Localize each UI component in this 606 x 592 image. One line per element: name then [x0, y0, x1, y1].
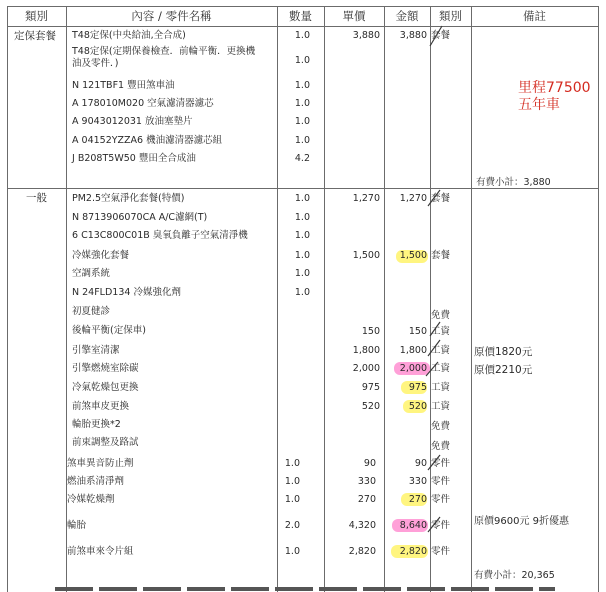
item-qty: 1.0: [294, 212, 310, 223]
item-amount: 520: [408, 401, 427, 412]
item-type: 零件: [431, 494, 451, 505]
type-note-free: 免費: [431, 421, 451, 432]
remark-note: 原價9600元 9折優惠: [474, 516, 569, 527]
rule-col6: [471, 6, 472, 592]
cut-off-row: [55, 587, 555, 591]
item-type: 工資: [431, 382, 451, 393]
item-qty: 1.0: [294, 193, 310, 204]
item-amount: 1,270: [399, 193, 427, 204]
remark-note: 原價1820元: [474, 346, 533, 358]
item-unit-price: 1,270: [352, 193, 380, 204]
item-description: PM2.5空氣淨化套餐(特價): [72, 193, 185, 204]
header-category: 類別: [25, 9, 48, 23]
item-type: 工資: [431, 326, 451, 337]
subtotal: 有費小計：3,880: [476, 177, 551, 188]
item-description: 前束調整及路試: [72, 437, 139, 448]
item-qty: 1.0: [294, 30, 310, 41]
item-type: 零件: [431, 458, 451, 469]
item-amount: 2,820: [399, 546, 427, 557]
item-unit-price: 270: [357, 494, 376, 505]
handwritten-mileage-note: 里程77500: [518, 80, 591, 96]
item-qty: 2.0: [284, 520, 300, 531]
item-description: J B208T5W50 豐田全合成油: [72, 153, 196, 164]
item-description: 空調系統: [72, 268, 111, 279]
item-qty: 1.0: [294, 80, 310, 91]
handwritten-age-note: 五年車: [518, 97, 560, 113]
item-description: 燃油系清淨劑: [67, 476, 125, 487]
item-description: 冷氣乾燥包更換: [72, 382, 139, 393]
rule-header-bottom: [7, 26, 599, 27]
header-remark: 備註: [523, 9, 546, 23]
item-unit-price: 520: [361, 401, 380, 412]
item-unit-price: 150: [361, 326, 380, 337]
item-description: 煞車異音防止劑: [67, 458, 134, 469]
item-amount: 3,880: [399, 30, 427, 41]
item-unit-price: 1,500: [352, 250, 380, 261]
item-amount: 1,800: [399, 345, 427, 356]
section-label: 一般: [26, 192, 47, 204]
item-description: A 178010M020 空氣濾清器濾芯: [72, 98, 214, 109]
header-type: 類別: [439, 9, 462, 23]
item-qty: 1.0: [294, 55, 310, 66]
item-description: N 121TBF1 豐田煞車油: [72, 80, 175, 91]
item-description: A 04152YZZA6 機油濾清器濾芯組: [72, 135, 223, 146]
item-unit-price: 90: [363, 458, 376, 469]
item-qty: 1.0: [294, 250, 310, 261]
item-unit-price: 2,000: [352, 363, 380, 374]
header-description: 內容 / 零件名稱: [131, 9, 212, 23]
subtotal: 有費小計：20,365: [474, 570, 555, 581]
item-description: 輪胎: [67, 520, 87, 531]
item-qty: 1.0: [294, 230, 310, 241]
item-qty: 4.2: [294, 153, 310, 164]
item-unit-price: 975: [361, 382, 380, 393]
item-type: 套餐: [431, 193, 451, 204]
item-description: 冷媒強化套餐: [72, 250, 130, 261]
item-unit-price: 2,820: [348, 546, 376, 557]
item-description: 引擎燃燒室除碳: [72, 363, 139, 374]
item-description: 輪胎更換*2: [72, 419, 121, 430]
section-label: 定保套餐: [14, 30, 56, 42]
item-qty: 1.0: [294, 268, 310, 279]
item-qty: 1.0: [284, 458, 300, 469]
item-amount: 975: [408, 382, 427, 393]
item-description: 引擎室清潔: [72, 345, 120, 356]
item-amount: 90: [414, 458, 427, 469]
item-qty: 1.0: [294, 98, 310, 109]
type-note-free: 免費: [431, 441, 451, 452]
header-qty: 數量: [289, 9, 312, 23]
item-description: 初夏健診: [72, 306, 111, 317]
remark-note: 原價2210元: [474, 364, 533, 376]
header-amount: 金額: [395, 9, 419, 23]
item-qty: 1.0: [294, 135, 310, 146]
item-description: 6 C13C800C01B 臭氧負離子空氣清淨機: [72, 230, 248, 241]
item-description: 前煞車來令片組: [67, 546, 134, 557]
item-type: 套餐: [431, 250, 451, 261]
item-description: N 8713906070CA A/C濾網(T): [72, 212, 208, 223]
item-type: 工資: [431, 345, 451, 356]
item-amount: 330: [408, 476, 427, 487]
item-amount: 2,000: [399, 363, 427, 374]
item-qty: 1.0: [284, 476, 300, 487]
item-qty: 1.0: [284, 494, 300, 505]
rule-top: [7, 6, 599, 7]
rule-right: [598, 6, 599, 592]
item-type: 零件: [431, 546, 451, 557]
item-description: A 9043012031 放油塞墊片: [72, 116, 193, 127]
item-qty: 1.0: [294, 287, 310, 298]
item-type: 零件: [431, 476, 451, 487]
item-description: 冷媒乾燥劑: [67, 494, 115, 505]
item-description: 前煞車皮更換: [72, 401, 130, 412]
item-unit-price: 3,880: [352, 30, 380, 41]
item-type: 工資: [431, 363, 451, 374]
item-type: 工資: [431, 401, 451, 412]
header-unit-price: 單價: [342, 9, 366, 23]
type-note-free: 免費: [431, 310, 451, 321]
item-qty: 1.0: [284, 546, 300, 557]
item-description: T48定保(中央給油,全合成): [72, 30, 186, 41]
item-amount: 8,640: [399, 520, 427, 531]
item-amount: 270: [408, 494, 427, 505]
rule-left: [7, 6, 8, 592]
item-description-cont: 油及零件．): [72, 58, 119, 69]
item-amount: 1,500: [399, 250, 427, 261]
item-unit-price: 1,800: [352, 345, 380, 356]
item-type: 零件: [431, 520, 451, 531]
item-description: 後輪平衡(定保車): [72, 325, 146, 336]
item-description: T48定保(定期保養檢查．前輪平衡．更換機: [72, 46, 256, 57]
item-description: N 24FLD134 冷媒強化劑: [72, 287, 181, 298]
item-qty: 1.0: [294, 116, 310, 127]
item-amount: 150: [408, 326, 427, 337]
item-unit-price: 330: [357, 476, 376, 487]
item-type: 套餐: [431, 30, 451, 41]
item-unit-price: 4,320: [348, 520, 376, 531]
